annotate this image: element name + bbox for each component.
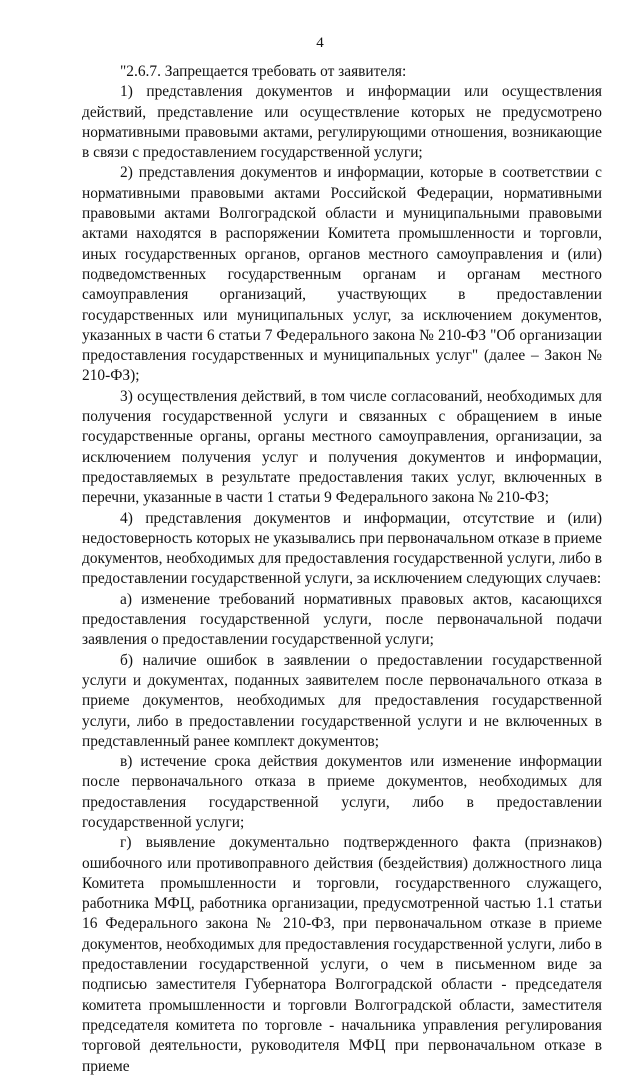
paragraph-item-1: 1) представления документов и информации или осуществления действий, представление или осуществление которых не предусмотрено нормативными правовыми актами, регулирующими отношения, возникающие в связи с предоставлением государственной услуги; — [82, 83, 602, 162]
paragraph-item-2: 2) представления документов и информации, которые в соответствии с нормативными правовыми актами Российской Федерации, нормативными правовыми актами Волгоградской области и муниципальными правовыми актами находятся в распоряжении Комитета промышленности и торговли, иных государственных органов, органов местного самоуправления и (или) подведомственных государственным органам и органам местного самоуправления организаций, участвующих в предоставлении государственных или муниципальных услуг, за исключением документов, указанных в части 6 статьи 7 Федерального закона № 210-ФЗ "Об организации предоставления государственных и муниципальных услуг" (далее – Закон № 210-ФЗ); — [82, 164, 602, 385]
paragraph-item-3: 3) осуществления действий, в том числе согласований, необходимых для получения государственной услуги и связанных с обращением в иные государственные органы, органы местного самоуправления, организации, за исключением получения услуг и получения документов и информации, предоставляемых в результате предоставления таких услуг, включенных в перечни, указанные в части 1 статьи 9 Федерального закона № 210-ФЗ; — [82, 387, 602, 507]
paragraph-subitem-a: а) изменение требований нормативных правовых актов, касающихся предоставления государственной услуги, после первоначальной подачи заявления о предоставлении государственной услуги; — [82, 590, 602, 649]
section-heading: "2.6.7. Запрещается требовать от заявителя: — [120, 63, 407, 80]
paragraph-subitem-b: б) наличие ошибок в заявлении о предоставлении государственной услуги и документах, поданных заявителем после первоначального отказа в приеме документов, необходимых для предоставления государственной услуги, либо в предоставлении государственной услуги и не включенных в представленный ранее комплект документов; — [82, 651, 602, 750]
paragraph-subitem-g: г) выявление документально подтвержденного факта (признаков) ошибочного или противоправного действия (бездействия) должностного лица Комитета промышленности и торговли, государственного служащего, работника МФЦ, работника организации, предусмотренной частью 1.1 статьи 16 Федерального закона № 210-ФЗ, при первоначальном отказе в приеме документов, необходимых для предоставления государственной услуги, либо в предоставлении государственной услуги, о чем в письменном виде за подписью заместителя Губернатора Волгоградской области - председателя комитета промышленности и торговли Волгоградской области, заместителя председателя комитета по торговле - начальника управления регулирования торговой деятельности, руководителя МФЦ при первоначальном отказе в приеме — [82, 834, 602, 1075]
page-number: 4 — [316, 35, 324, 51]
paragraph-subitem-v: в) истечение срока действия документов или изменение информации после первоначального отказа в приеме документов, необходимых для предоставления государственной услуги, либо в предоставлении государственной услуги; — [82, 753, 602, 831]
paragraph-item-4: 4) представления документов и информации, отсутствие и (или) недостоверность которых не указывались при первоначальном отказе в приеме документов, необходимых для предоставления государственной услуги, либо в предоставлении государственной услуги, за исключением следующих случаев: — [82, 509, 602, 588]
document-body — [82, 62, 602, 1077]
